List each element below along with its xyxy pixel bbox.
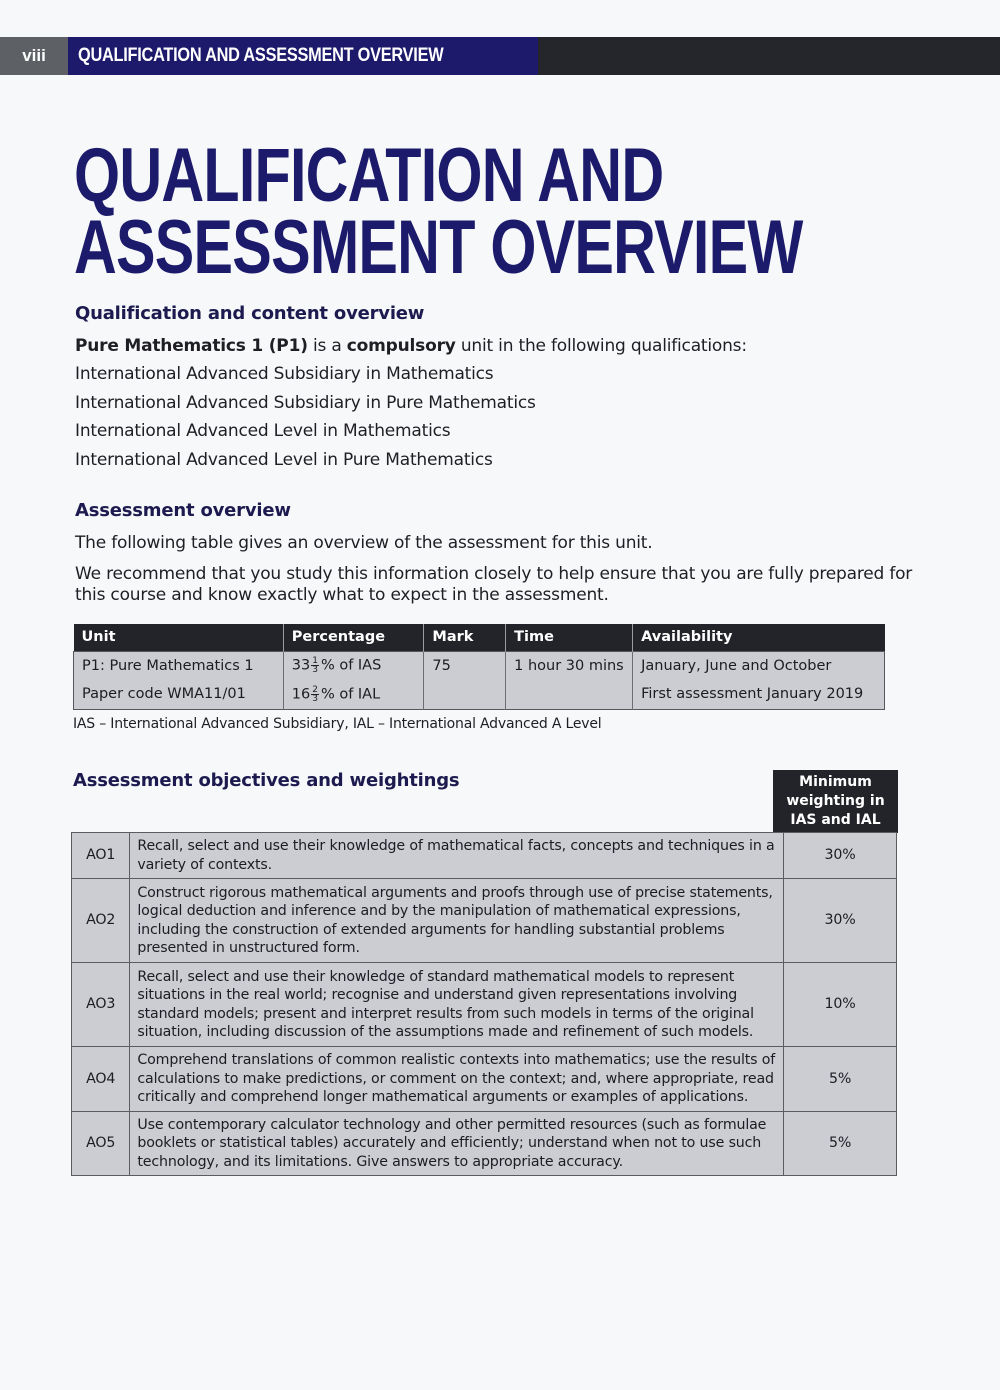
weighting-header-line: weighting in bbox=[786, 793, 885, 809]
table-row bbox=[74, 680, 885, 709]
unit-cell: Paper code WMA11/01 bbox=[74, 680, 284, 709]
objective-description-line: booklets or statistical tables) accurately and efficiently; understand when not to use such bbox=[137, 1135, 762, 1152]
objective-row bbox=[72, 1047, 897, 1112]
fraction-numerator: 1 bbox=[312, 656, 318, 667]
objective-weight: 30% bbox=[784, 879, 897, 963]
table-row bbox=[74, 651, 885, 680]
column-header-availability: Availability bbox=[633, 624, 885, 651]
objective-description-line: technology, and its limitations. Give answers to appropriate accuracy. bbox=[137, 1153, 623, 1170]
running-header bbox=[0, 37, 1000, 75]
time-cell bbox=[506, 680, 633, 709]
objective-description-line: critically and comprehend longer mathematical arguments or examples of applications. bbox=[137, 1089, 749, 1106]
objectives-heading: Assessment objectives and weightings bbox=[73, 770, 460, 791]
running-title-text: QUALIFICATION AND ASSESSMENT OVERVIEW bbox=[78, 45, 444, 66]
assessment-para2-line1: We recommend that you study this information closely to help ensure that you are fully prepared for bbox=[75, 564, 913, 584]
objective-description-line: Recall, select and use their knowledge of standard mathematical models to represent bbox=[137, 968, 735, 985]
column-header-mark: Mark bbox=[424, 624, 506, 651]
assessment-heading: Assessment overview bbox=[75, 500, 291, 521]
objective-row bbox=[72, 1112, 897, 1176]
table-footnote: IAS – International Advanced Subsidiary, IAL – International Advanced A Level bbox=[73, 716, 602, 732]
pct-whole: 16 bbox=[291, 686, 311, 703]
qualification-item: International Advanced Level in Pure Mathematics bbox=[75, 450, 493, 470]
column-header-percentage: Percentage bbox=[283, 624, 424, 651]
objective-description bbox=[130, 963, 784, 1047]
table-header-row bbox=[74, 624, 885, 651]
qualification-item: International Advanced Subsidiary in Pure Mathematics bbox=[75, 393, 536, 413]
unit-cell: P1: Pure Mathematics 1 bbox=[74, 651, 284, 680]
objective-description-line: situation, including discussion of the assumptions made and refinement of such models. bbox=[137, 1024, 754, 1040]
objective-description bbox=[130, 879, 784, 963]
objective-code: AO2 bbox=[72, 879, 130, 963]
objective-description-line: Comprehend translations of common realistic contexts into mathematics; use the results of bbox=[137, 1052, 776, 1069]
objective-row bbox=[72, 963, 897, 1047]
objective-description-line: calculations to make predictions, or comment on the context; and, where appropriate, read bbox=[137, 1070, 774, 1087]
page-title-line1: QUALIFICATION AND bbox=[74, 133, 664, 218]
objective-description-line: situations in the real world; recognise and understand given representations involving bbox=[137, 987, 738, 1003]
objective-description-line: Recall, select and use their knowledge of mathematical facts, concepts and techniques in a bbox=[137, 838, 775, 854]
objective-weight: 10% bbox=[784, 963, 897, 1047]
objective-row bbox=[72, 833, 897, 879]
percentage-cell bbox=[283, 651, 424, 680]
intro-text: is a bbox=[307, 336, 347, 356]
qualification-heading: Qualification and content overview bbox=[75, 303, 425, 324]
running-title bbox=[68, 37, 538, 75]
fraction-denominator: 3 bbox=[312, 665, 318, 676]
assessment-overview-table bbox=[73, 624, 885, 710]
objective-description-line: variety of contexts. bbox=[137, 856, 273, 873]
objective-code: AO1 bbox=[72, 833, 130, 879]
mark-cell: 75 bbox=[424, 651, 506, 680]
availability-cell: January, June and October bbox=[633, 651, 885, 680]
qualification-item: International Advanced Subsidiary in Mathematics bbox=[75, 364, 494, 384]
intro-text-end: unit in the following qualifications: bbox=[455, 336, 747, 356]
objective-row bbox=[72, 879, 897, 963]
page-title-line2: ASSESSMENT OVERVIEW bbox=[74, 205, 803, 290]
qualification-item: International Advanced Level in Mathematics bbox=[75, 421, 451, 441]
objective-description-line: Use contemporary calculator technology and other permitted resources (such as formulae bbox=[137, 1116, 767, 1133]
assessment-para2-line2: this course and know exactly what to expect in the assessment. bbox=[75, 585, 609, 605]
objective-weight: 5% bbox=[784, 1047, 897, 1112]
fraction bbox=[311, 657, 319, 674]
objective-description-line: including the construction of extended arguments for handling substantial problems bbox=[137, 921, 725, 938]
objective-code: AO4 bbox=[72, 1047, 130, 1112]
column-header-time: Time bbox=[506, 624, 633, 651]
pct-suffix: % of IAS bbox=[320, 657, 382, 674]
objective-code: AO3 bbox=[72, 963, 130, 1047]
weighting-header-line: IAS and IAL bbox=[790, 812, 881, 828]
pct-suffix: % of IAL bbox=[320, 686, 381, 703]
fraction bbox=[311, 686, 319, 703]
objective-description bbox=[130, 833, 784, 879]
time-cell: 1 hour 30 mins bbox=[506, 651, 633, 680]
pct-whole: 33 bbox=[291, 657, 311, 674]
weighting-header-line: Minimum bbox=[799, 774, 872, 790]
assessment-para1: The following table gives an overview of the assessment for this unit. bbox=[75, 533, 653, 553]
column-header-unit: Unit bbox=[74, 624, 284, 651]
percentage-cell bbox=[283, 680, 424, 709]
fraction-denominator: 3 bbox=[312, 693, 318, 704]
page-number: viii bbox=[0, 37, 68, 75]
objective-weight: 30% bbox=[784, 833, 897, 879]
objective-description-line: Construct rigorous mathematical arguments and proofs through use of precise statements, bbox=[137, 884, 773, 901]
objective-description-line: standard models; present and interpret results from such models in terms of the original bbox=[137, 1005, 754, 1022]
objective-description-line: presented in unstructured form. bbox=[137, 940, 360, 956]
objective-description bbox=[130, 1112, 784, 1176]
fraction-numerator: 2 bbox=[312, 684, 318, 695]
availability-cell: First assessment January 2019 bbox=[633, 680, 885, 709]
header-band bbox=[538, 37, 1000, 75]
qualification-intro bbox=[75, 336, 747, 356]
objective-weight: 5% bbox=[784, 1112, 897, 1176]
compulsory-label: compulsory bbox=[346, 336, 456, 356]
objective-description bbox=[130, 1047, 784, 1112]
objectives-table bbox=[71, 832, 897, 1176]
objective-code: AO5 bbox=[72, 1112, 130, 1176]
weighting-header bbox=[773, 770, 898, 833]
unit-name: Pure Mathematics 1 (P1) bbox=[75, 336, 308, 356]
page-title bbox=[74, 133, 1000, 290]
objective-description-line: logical deduction and inference and by the manipulation of mathematical expressions, bbox=[137, 903, 741, 919]
mark-cell bbox=[424, 680, 506, 709]
